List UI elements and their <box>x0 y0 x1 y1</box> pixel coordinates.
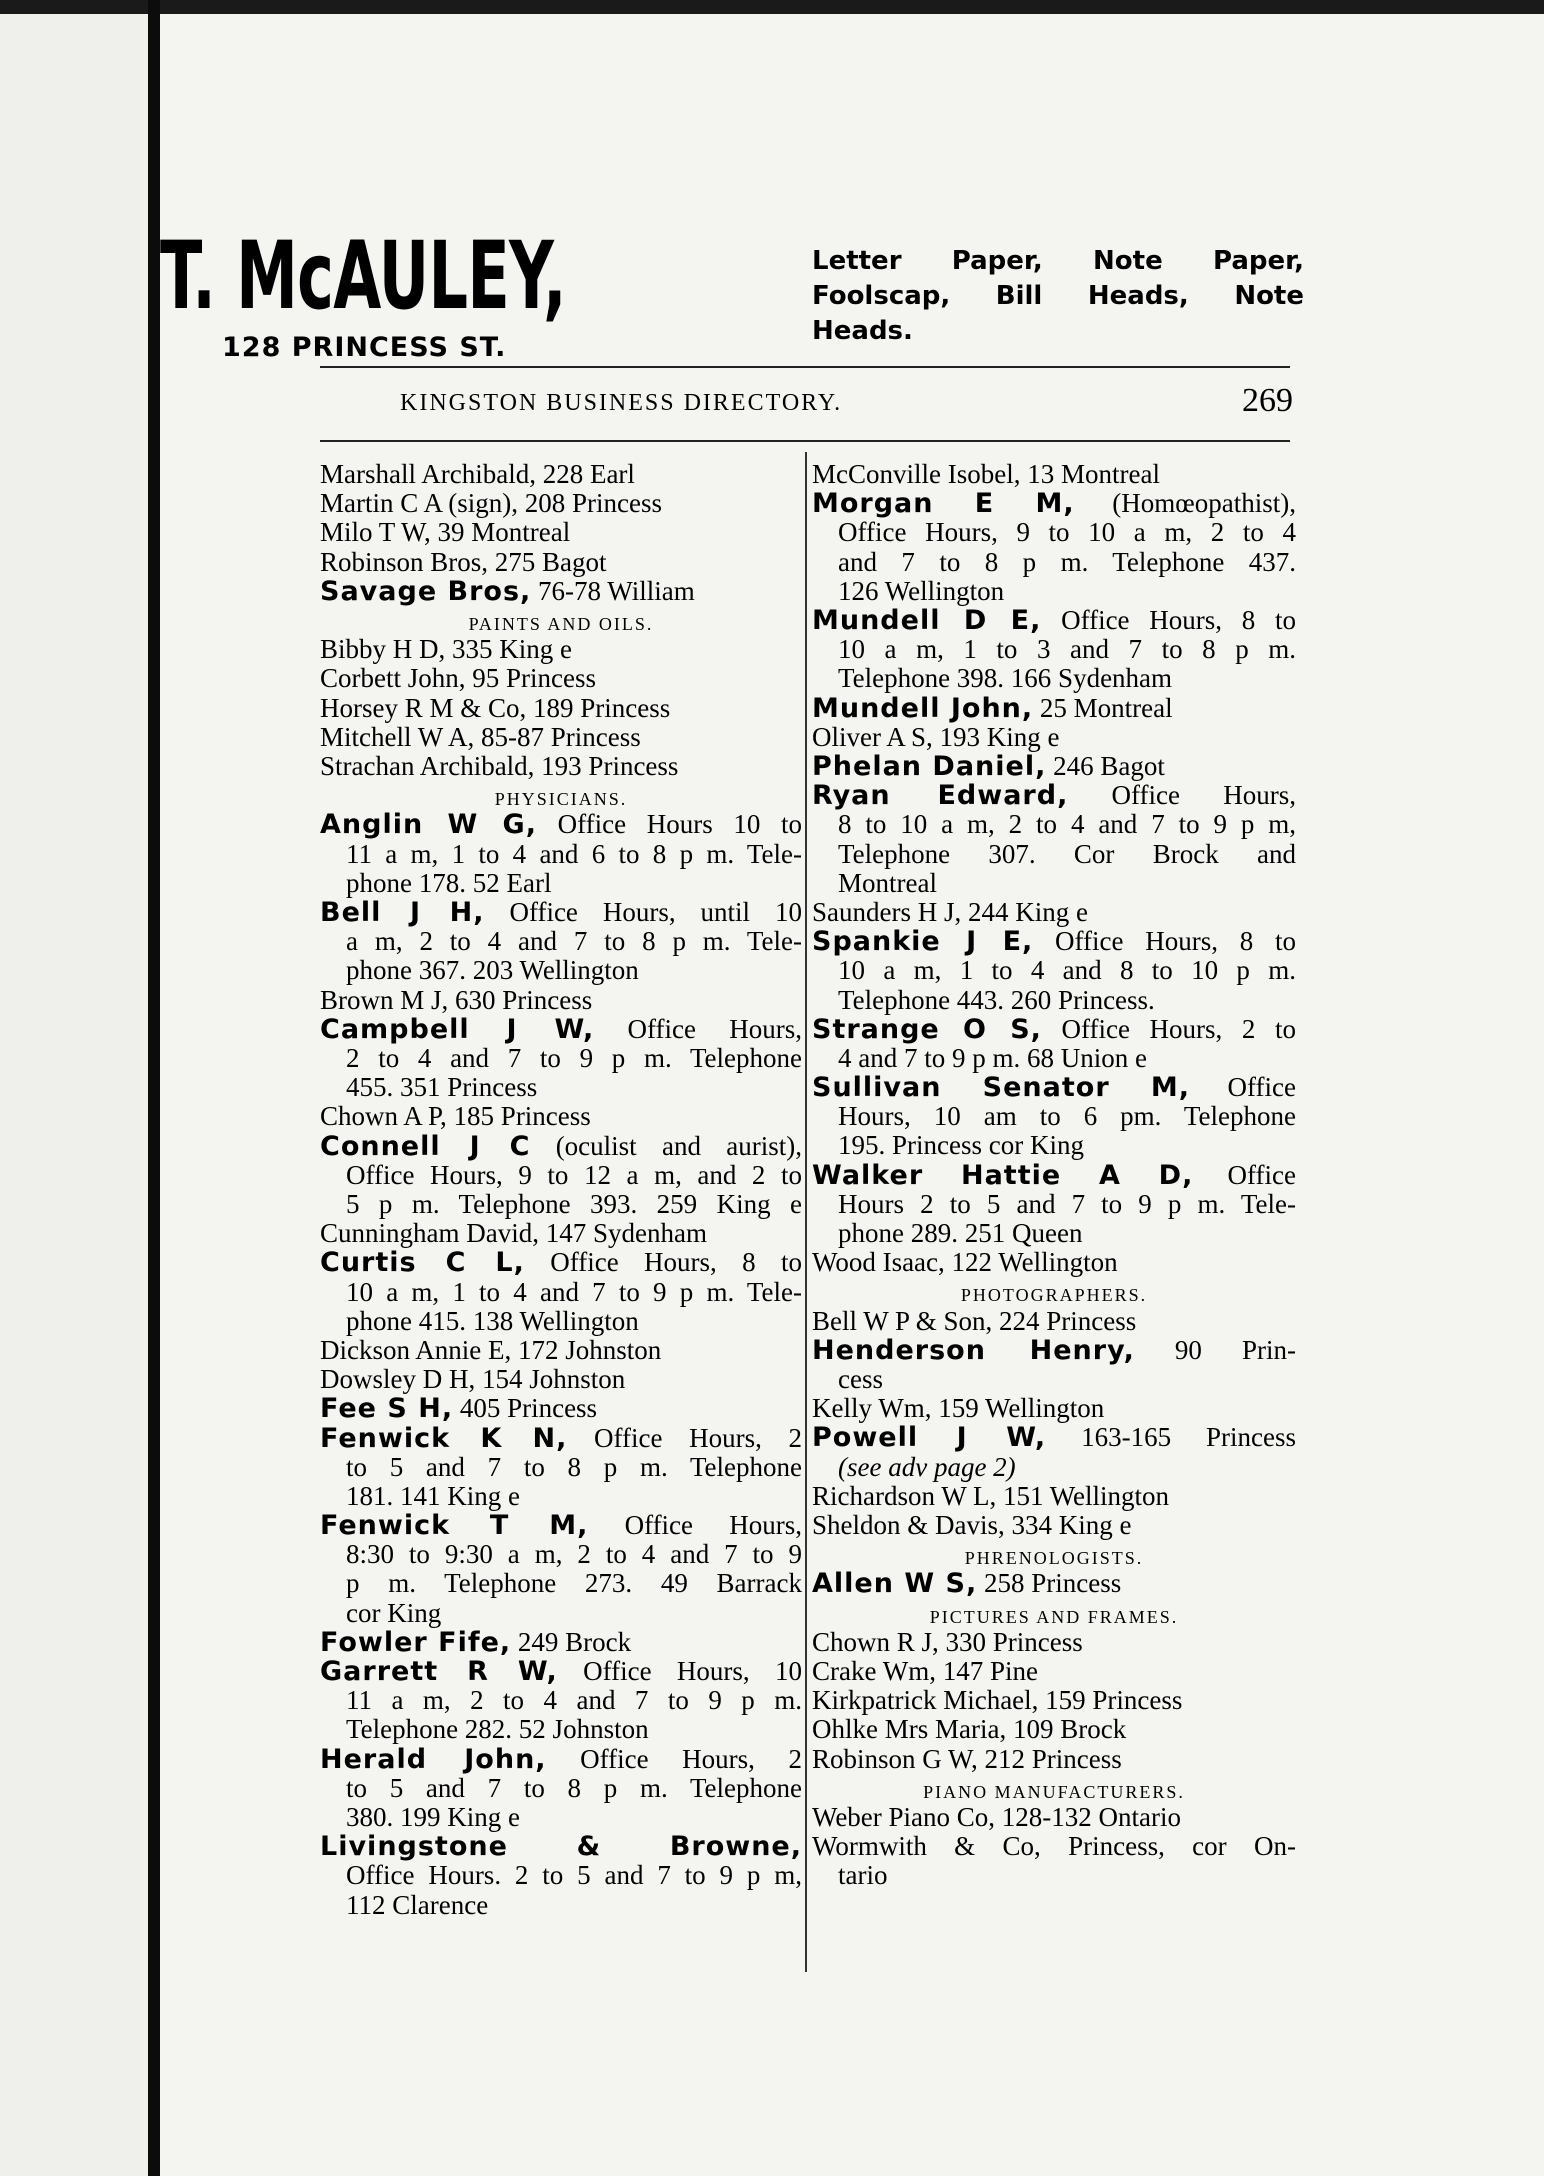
entry-text: 76-78 William <box>531 575 695 606</box>
entry-text: Office Hours, 9 to 10 a m, 2 to 4 <box>838 518 1296 548</box>
directory-entry <box>812 1423 1296 1452</box>
entry-text: cor King <box>346 1597 442 1628</box>
entry-text: Wormwith & Co, Princess, cor On- <box>812 1832 1296 1862</box>
entry-continuation <box>320 1482 802 1511</box>
entry-name: Mundell John, <box>812 692 1034 724</box>
entry-text: Marshall Archibald, 228 Earl <box>320 459 635 489</box>
entry-text: Wood Isaac, 122 Wellington <box>812 1247 1118 1278</box>
entry-continuation <box>812 635 1296 664</box>
entry-text: 10 a m, 1 to 3 and 7 to 8 p m. <box>838 635 1296 665</box>
entry-continuation <box>812 810 1296 839</box>
directory-entry <box>812 1511 1296 1540</box>
entry-text: Oliver A S, 193 King e <box>812 721 1060 752</box>
entry-continuation <box>812 1453 1296 1482</box>
entry-continuation <box>320 1190 802 1219</box>
entry-text: Office Hours 10 to <box>536 810 802 840</box>
directory-entry <box>320 752 802 781</box>
section-heading: PHRENOLOGISTS. <box>964 1548 1144 1569</box>
entry-continuation <box>812 1102 1296 1131</box>
entry-text: 4 and 7 to 9 p m. 68 Union e <box>838 1042 1147 1073</box>
entry-text: 380. 199 King e <box>346 1802 520 1832</box>
entry-text: Office Hours, 8 to <box>1033 927 1296 957</box>
directory-entry <box>320 723 802 752</box>
directory-entry <box>812 1657 1296 1686</box>
entry-name: Phelan Daniel, <box>812 750 1047 782</box>
entry-text: Robinson G W, 212 Princess <box>812 1743 1122 1774</box>
directory-entry <box>320 1336 802 1365</box>
entry-text: 246 Bagot <box>1046 750 1165 781</box>
entry-name: Henderson Henry, <box>812 1335 1135 1366</box>
entry-text: 25 Montreal <box>1033 692 1173 723</box>
entry-name: Herald John, <box>320 1744 547 1774</box>
entry-continuation <box>320 1715 802 1744</box>
entry-text: Bibby H D, 335 King e <box>320 634 572 665</box>
entry-name: Strange O S, <box>812 1014 1042 1044</box>
entry-text: Martin C A (sign), 208 Princess <box>320 488 662 519</box>
entry-text: Office Hours, <box>1068 781 1296 811</box>
entry-text: phone 415. 138 Wellington <box>346 1305 639 1336</box>
directory-entry <box>812 1569 1296 1598</box>
entry-name: Spankie J E, <box>812 927 1034 957</box>
entry-text: (Homœopathist), <box>1074 489 1296 519</box>
entry-name: Fee S H, <box>320 1393 454 1425</box>
directory-entry <box>320 548 802 577</box>
entry-text: 90 Prin- <box>1134 1335 1296 1365</box>
right-column <box>812 460 1296 1891</box>
entry-text: 249 Brock <box>511 1626 632 1657</box>
entry-text: McConville Isobel, 13 Montreal <box>812 459 1160 489</box>
directory-entry <box>812 1307 1296 1336</box>
section-heading: PHYSICIANS. <box>494 789 628 810</box>
entry-text: Strachan Archibald, 193 Princess <box>320 751 679 782</box>
entry-text: Office Hours, 2 <box>567 1423 802 1453</box>
entry-continuation <box>320 1861 802 1890</box>
entry-text: Sheldon & Davis, 334 King e <box>812 1510 1132 1541</box>
entry-continuation <box>320 1044 802 1073</box>
entry-text: Office Hours, 10 <box>557 1657 802 1687</box>
entry-text: 11 a m, 1 to 4 and 6 to 8 p m. Tele- <box>346 839 802 869</box>
directory-entry <box>812 1628 1296 1657</box>
advertisement-banner <box>160 222 1310 370</box>
entry-text: (see adv page 2) <box>838 1451 1016 1482</box>
entry-name: Fenwick K N, <box>320 1423 568 1453</box>
directory-entry <box>812 694 1296 723</box>
entry-continuation <box>320 1686 802 1715</box>
entry-text: Saunders H J, 244 King e <box>812 896 1088 927</box>
directory-entry <box>812 723 1296 752</box>
entry-text: 10 a m, 1 to 4 and 7 to 9 p m. Tele- <box>346 1277 802 1307</box>
entry-text: Dowsley D H, 154 Johnston <box>320 1364 626 1395</box>
header-rule-bottom <box>320 440 1290 442</box>
entry-text: Dickson Annie E, 172 Johnston <box>320 1334 662 1365</box>
directory-entry <box>812 1161 1296 1190</box>
directory-entry <box>812 752 1296 781</box>
entry-text: Office <box>1189 1073 1296 1103</box>
directory-entry <box>320 1132 802 1161</box>
entry-text: Hours, 10 am to 6 pm. Telephone <box>838 1102 1296 1132</box>
entry-text: Office Hours, 8 to <box>524 1248 802 1278</box>
entry-text: and 7 to 8 p m. Telephone 437. <box>838 547 1296 577</box>
directory-entry <box>812 927 1296 956</box>
directory-entry <box>320 489 802 518</box>
entry-continuation <box>320 1599 802 1628</box>
entry-text: to 5 and 7 to 8 p m. Telephone <box>346 1773 802 1803</box>
directory-entry <box>320 1424 802 1453</box>
entry-name: Morgan E M, <box>812 489 1075 519</box>
directory-entry <box>320 1657 802 1686</box>
directory-entry <box>812 1015 1296 1044</box>
entry-name: Allen W S, <box>812 1568 978 1600</box>
entry-text: Office Hours, <box>594 1014 802 1044</box>
entry-name: Bell J H, <box>320 897 485 928</box>
entry-continuation <box>320 1774 802 1803</box>
entry-text: 195. Princess cor King <box>838 1130 1084 1161</box>
advertiser-name: T. McAULEY, <box>160 222 566 331</box>
section-heading: PIANO MANUFACTURERS. <box>923 1781 1185 1802</box>
entry-text: 455. 351 Princess <box>346 1072 538 1103</box>
entry-text: Telephone 282. 52 Johnston <box>346 1714 649 1745</box>
entry-text: 10 a m, 1 to 4 and 8 to 10 p m. <box>838 956 1296 986</box>
entry-text: tario <box>838 1860 888 1891</box>
directory-entry <box>320 1832 802 1861</box>
entry-continuation <box>812 869 1296 898</box>
entry-text: Crake Wm, 147 Pine <box>812 1656 1038 1687</box>
entry-continuation <box>320 1540 802 1569</box>
entry-continuation <box>812 518 1296 547</box>
entry-text: 8 to 10 a m, 2 to 4 and 7 to 9 p m, <box>838 810 1296 840</box>
entry-continuation <box>320 927 802 956</box>
entry-continuation <box>812 577 1296 606</box>
entry-text: cess <box>838 1364 883 1395</box>
entry-text: 5 p m. Telephone 393. 259 King e <box>346 1189 802 1219</box>
directory-entry <box>320 664 802 693</box>
entry-text: Telephone 398. 166 Sydenham <box>838 663 1173 694</box>
entry-text: 405 Princess <box>453 1393 598 1424</box>
entry-continuation <box>812 1131 1296 1160</box>
entry-name: Powell J W, <box>812 1423 1047 1453</box>
directory-entry <box>320 1511 802 1540</box>
advertiser-tagline: Letter Paper, Note Paper, Foolscap, Bill Heads, Note Heads. <box>812 246 1304 346</box>
entry-continuation <box>320 1803 802 1832</box>
entry-text: 181. 141 King e <box>346 1480 520 1511</box>
entry-continuation <box>320 1161 802 1190</box>
section-heading: PICTURES AND FRAMES. <box>929 1606 1179 1627</box>
entry-text: Ohlke Mrs Maria, 109 Brock <box>812 1714 1127 1745</box>
directory-entry <box>320 1219 802 1248</box>
directory-entry <box>812 1073 1296 1102</box>
section-heading: PHOTOGRAPHERS. <box>960 1285 1148 1306</box>
entry-name: Ryan Edward, <box>812 781 1069 811</box>
entry-continuation <box>812 1219 1296 1248</box>
directory-entry <box>320 986 802 1015</box>
entry-text: 126 Wellington <box>838 575 1005 606</box>
entry-name: Sullivan Senator M, <box>812 1073 1190 1103</box>
entry-name: Anglin W G, <box>320 810 537 840</box>
directory-entry <box>320 898 802 927</box>
facing-page-edge <box>0 14 148 2176</box>
entry-continuation <box>320 1278 802 1307</box>
directory-entry <box>812 1248 1296 1277</box>
entry-text: Richardson W L, 151 Wellington <box>812 1480 1170 1511</box>
directory-entry <box>320 1628 802 1657</box>
advertiser-address: 128 PRINCESS ST. <box>222 332 507 363</box>
entry-continuation <box>812 1861 1296 1890</box>
directory-entry <box>812 1832 1296 1861</box>
book-gutter <box>148 0 160 2176</box>
entry-text: Office Hours, until 10 <box>484 897 802 927</box>
entry-text: Montreal <box>838 867 937 898</box>
entry-continuation <box>320 1891 802 1920</box>
entry-continuation <box>320 956 802 985</box>
directory-entry <box>320 1394 802 1423</box>
entry-text: phone 367. 203 Wellington <box>346 955 639 986</box>
entry-text: (oculist and aurist), <box>530 1131 802 1161</box>
entry-text: Robinson Bros, 275 Bagot <box>320 546 607 577</box>
entry-continuation <box>812 548 1296 577</box>
directory-entry <box>812 1686 1296 1715</box>
directory-entry <box>812 606 1296 635</box>
entry-name: Mundell D E, <box>812 605 1042 636</box>
page-number: 269 <box>1242 382 1293 419</box>
entry-continuation <box>812 1365 1296 1394</box>
directory-entry <box>320 1102 802 1131</box>
directory-entry <box>320 1248 802 1277</box>
directory-entry <box>812 898 1296 927</box>
left-column <box>320 460 802 1920</box>
directory-entry <box>812 1745 1296 1774</box>
entry-text: Bell W P & Son, 224 Princess <box>812 1305 1137 1336</box>
entry-text: Corbett John, 95 Princess <box>320 663 596 694</box>
entry-text: 112 Clarence <box>346 1889 489 1920</box>
running-head: KINGSTON BUSINESS DIRECTORY. <box>400 390 843 416</box>
entry-continuation <box>320 1453 802 1482</box>
entry-text: Chown R J, 330 Princess <box>812 1626 1083 1657</box>
entry-text: 163-165 Princess <box>1046 1423 1296 1453</box>
directory-entry <box>812 1394 1296 1423</box>
entry-name: Walker Hattie A D, <box>812 1160 1194 1190</box>
entry-name: Connell J C <box>320 1131 531 1161</box>
directory-entry <box>320 635 802 664</box>
directory-entry <box>320 460 802 489</box>
entry-text: Cunningham David, 147 Sydenham <box>320 1218 707 1249</box>
entry-name: Fenwick T M, <box>320 1511 589 1541</box>
entry-continuation <box>812 1190 1296 1219</box>
directory-entry <box>812 781 1296 810</box>
section-heading: PAINTS AND OILS. <box>468 614 654 635</box>
entry-text: a m, 2 to 4 and 7 to 8 p m. Tele- <box>346 927 802 957</box>
entry-continuation <box>812 1044 1296 1073</box>
entry-name: Campbell J W, <box>320 1014 595 1044</box>
entry-text: Mitchell W A, 85-87 Princess <box>320 721 641 752</box>
entry-continuation <box>812 956 1296 985</box>
entry-text: Milo T W, 39 Montreal <box>320 517 571 548</box>
directory-entry <box>812 1482 1296 1511</box>
entry-text: Horsey R M & Co, 189 Princess <box>320 692 671 723</box>
entry-continuation <box>320 869 802 898</box>
entry-text: 11 a m, 2 to 4 and 7 to 9 p m. <box>346 1686 802 1716</box>
entry-name: Savage Bros, <box>320 575 532 607</box>
entry-continuation <box>320 1073 802 1102</box>
entry-text: Brown M J, 630 Princess <box>320 984 593 1015</box>
entry-text: Kirkpatrick Michael, 159 Princess <box>812 1685 1183 1716</box>
entry-text: Office Hours, 8 to <box>1041 605 1296 635</box>
directory-entry <box>812 460 1296 489</box>
entry-text: 2 to 4 and 7 to 9 p m. Telephone <box>346 1043 802 1073</box>
entry-continuation <box>320 1569 802 1598</box>
entry-text: phone 289. 251 Queen <box>838 1218 1083 1249</box>
directory-entry <box>812 1803 1296 1832</box>
entry-text: p m. Telephone 273. 49 Barrack <box>346 1569 802 1599</box>
entry-text: Office Hours, <box>588 1511 802 1541</box>
entry-text: Kelly Wm, 159 Wellington <box>812 1393 1105 1424</box>
entry-text: Chown A P, 185 Princess <box>320 1101 591 1132</box>
directory-entry <box>812 1336 1296 1365</box>
entry-text: Office Hours, 9 to 12 a m, and 2 to <box>346 1160 802 1190</box>
entry-text: 8:30 to 9:30 a m, 2 to 4 and 7 to 9 <box>346 1540 802 1570</box>
directory-entry <box>320 810 802 839</box>
entry-text: to 5 and 7 to 8 p m. Telephone <box>346 1452 802 1482</box>
directory-entry <box>320 577 802 606</box>
entry-text: 258 Princess <box>977 1568 1122 1599</box>
entry-name: Livingstone & Browne, <box>320 1832 802 1862</box>
directory-entry <box>812 1715 1296 1744</box>
directory-entry <box>320 518 802 547</box>
directory-entry <box>320 694 802 723</box>
entry-name: Garrett R W, <box>320 1657 558 1687</box>
entry-text: Office <box>1193 1160 1296 1190</box>
entry-text: Office Hours, 2 <box>546 1744 802 1774</box>
column-divider <box>805 452 807 1972</box>
entry-text: Office Hours, 2 to <box>1041 1014 1296 1044</box>
entry-text: Weber Piano Co, 128-132 Ontario <box>812 1802 1182 1833</box>
entry-text: Telephone 307. Cor Brock and <box>838 839 1296 869</box>
entry-continuation <box>320 1307 802 1336</box>
header-rule-top <box>320 366 1290 368</box>
entry-continuation <box>812 986 1296 1015</box>
directory-entry <box>320 1745 802 1774</box>
entry-text: Office Hours. 2 to 5 and 7 to 9 p m, <box>346 1861 802 1891</box>
entry-text: Telephone 443. 260 Princess. <box>838 984 1155 1015</box>
directory-entry <box>320 1015 802 1044</box>
entry-text: phone 178. 52 Earl <box>346 867 552 898</box>
entry-text: Hours 2 to 5 and 7 to 9 p m. Tele- <box>838 1189 1296 1219</box>
entry-continuation <box>812 840 1296 869</box>
entry-name: Curtis C L, <box>320 1248 525 1278</box>
directory-entry <box>320 1365 802 1394</box>
directory-entry <box>812 489 1296 518</box>
entry-name: Fowler Fife, <box>320 1626 512 1658</box>
entry-continuation <box>812 664 1296 693</box>
entry-continuation <box>320 840 802 869</box>
